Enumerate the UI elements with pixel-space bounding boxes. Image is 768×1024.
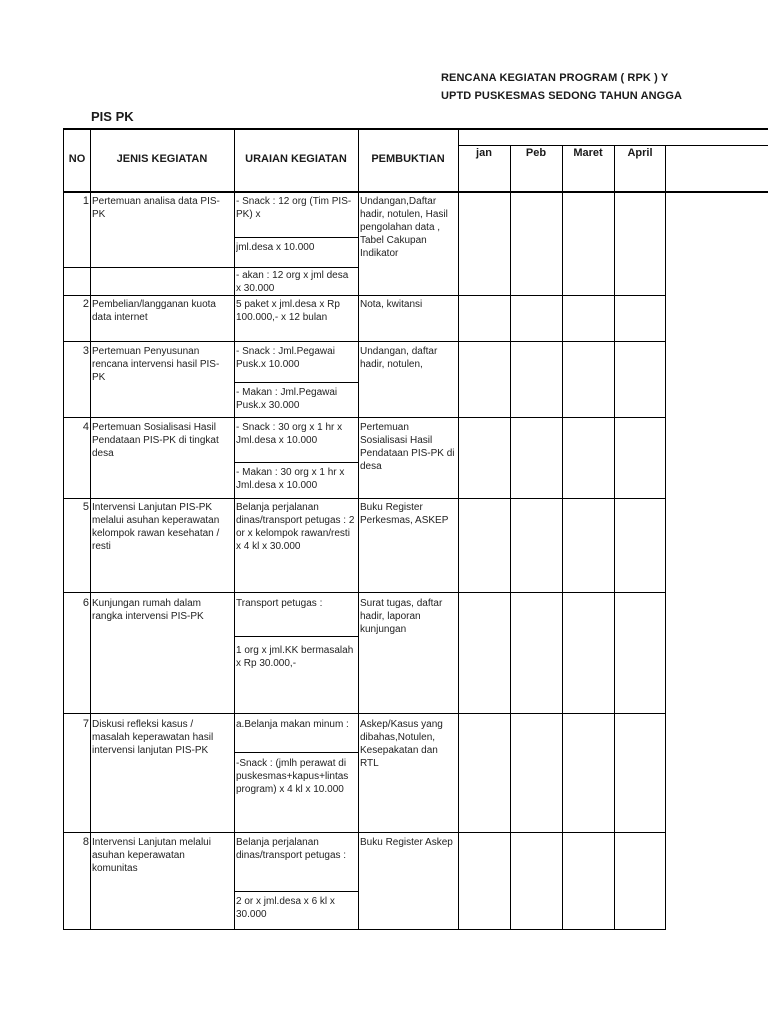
row-separator [63,832,666,833]
subrow-line [234,891,358,892]
column-divider [234,128,235,930]
subrow-line [234,462,358,463]
row-number: 8 [82,836,89,848]
header-no: NO [68,153,86,165]
jenis-kegiatan-cell: Pertemuan Sosialisasi Hasil Pendataan PIS-PK di tingkat desa [92,422,219,459]
row-separator [63,498,666,499]
row-number: 1 [82,195,89,207]
pembuktian-cell: Buku Register Perkesmas, ASKEP [360,502,449,526]
row-separator [63,592,666,593]
month-header-top-line [458,145,768,146]
row-number: 7 [82,718,89,730]
uraian-cell: 2 or x jml.desa x 6 kl x 30.000 [236,896,335,920]
pembuktian-cell: Buku Register Askep [360,837,453,848]
table-border-bottom [63,929,666,930]
pembuktian-cell: Undangan, daftar hadir, notulen, [360,346,438,370]
uraian-cell: jml.desa x 10.000 [236,242,315,253]
column-divider [510,145,511,930]
subrow-line [234,237,358,238]
row-number: 2 [82,298,89,310]
uraian-cell: - Snack : 30 org x 1 hr x Jml.desa x 10.000 [236,422,343,446]
uraian-cell: Transport petugas : [236,598,323,609]
column-divider [358,128,359,930]
row-number: 5 [82,501,89,513]
uraian-cell: Belanja perjalanan dinas/transport petugas : 2 or x kelompok rawan/resti x 4 kl x 30.000 [236,502,355,552]
subrow-line [234,636,358,637]
pembuktian-cell: Nota, kwitansi [360,299,423,310]
uraian-cell: 1 org x jml.KK bermasalah x Rp 30.000,- [236,645,354,669]
uraian-cell: a.Belanja makan minum : [236,719,349,730]
jenis-kegiatan-cell: Intervensi Lanjutan PIS-PK melalui asuhan keperawatan kelompok rawan kesehatan / resti [92,502,220,552]
header-month-peb: Peb [525,147,547,159]
column-divider [665,145,666,930]
subrow-line [234,752,358,753]
column-divider [614,145,615,930]
row-separator [63,713,666,714]
header-month-april: April [627,147,653,159]
jenis-kegiatan-cell: Kunjungan rumah dalam rangka intervensi PIS-PK [92,598,204,622]
uraian-cell: Belanja perjalanan dinas/transport petugas : [236,837,347,861]
subrow-line [234,382,358,383]
header-uraian-kegiatan: URAIAN KEGIATAN [245,153,347,165]
pembuktian-cell: Pertemuan Sosialisasi Hasil Pendataan PIS-PK di desa [360,422,455,472]
jenis-kegiatan-cell: Pembelian/langganan kuota data internet [92,299,216,323]
uraian-cell: 5 paket x jml.desa x Rp 100.000,- x 12 bulan [236,299,340,323]
column-divider [562,145,563,930]
pembuktian-cell: Askep/Kasus yang dibahas,Notulen, Kesepakatan dan RTL [360,719,443,769]
jenis-kegiatan-cell: Pertemuan analisa data PIS-PK [92,196,220,220]
document-title-line-1: RENCANA KEGIATAN PROGRAM ( RPK ) Y [441,72,669,84]
row-number: 6 [82,597,89,609]
jenis-kegiatan-cell: Pertemuan Penyusunan rencana intervensi hasil PIS-PK [92,346,220,383]
pembuktian-cell: Undangan,Daftar hadir, notulen, Hasil pengolahan data , Tabel Cakupan Indikator [360,196,448,259]
jenis-kegiatan-cell: Intervensi Lanjutan melalui asuhan keperawatan komunitas [92,837,211,874]
column-divider [458,128,459,930]
uraian-cell: - Snack : 12 org (Tim PIS-PK) x [236,196,352,220]
header-pembuktian: PEMBUKTIAN [371,153,445,165]
header-month-maret: Maret [573,147,603,159]
column-divider [90,128,91,930]
subrow-line [63,267,358,268]
row-number: 4 [82,421,89,433]
header-month-jan: jan [476,147,492,159]
header-bottom-line [63,191,768,193]
jenis-kegiatan-cell: Diskusi refleksi kasus / masalah keperawatan hasil intervensi lanjutan PIS-PK [92,719,214,756]
row-separator [63,417,666,418]
table-border-top [63,128,768,130]
uraian-cell: - akan : 12 org x jml desa x 30.000 [236,270,349,294]
uraian-cell: - Snack : Jml.Pegawai Pusk.x 10.000 [236,346,335,370]
row-separator [63,295,666,296]
uraian-cell: - Makan : Jml.Pegawai Pusk.x 30.000 [236,387,338,411]
section-subtitle: PIS PK [91,109,134,124]
header-jenis-kegiatan: JENIS KEGIATAN [116,153,208,165]
table-border-left [63,128,64,930]
document-title-line-2: UPTD PUSKESMAS SEDONG TAHUN ANGGA [441,90,683,102]
row-separator [63,341,666,342]
pembuktian-cell: Surat tugas, daftar hadir, laporan kunjungan [360,598,443,635]
uraian-cell: -Snack : (jmlh perawat di puskesmas+kapus+lintas program) x 4 kl x 10.000 [236,758,349,795]
row-number: 3 [82,345,89,357]
uraian-cell: - Makan : 30 org x 1 hr x Jml.desa x 10.000 [236,467,345,491]
